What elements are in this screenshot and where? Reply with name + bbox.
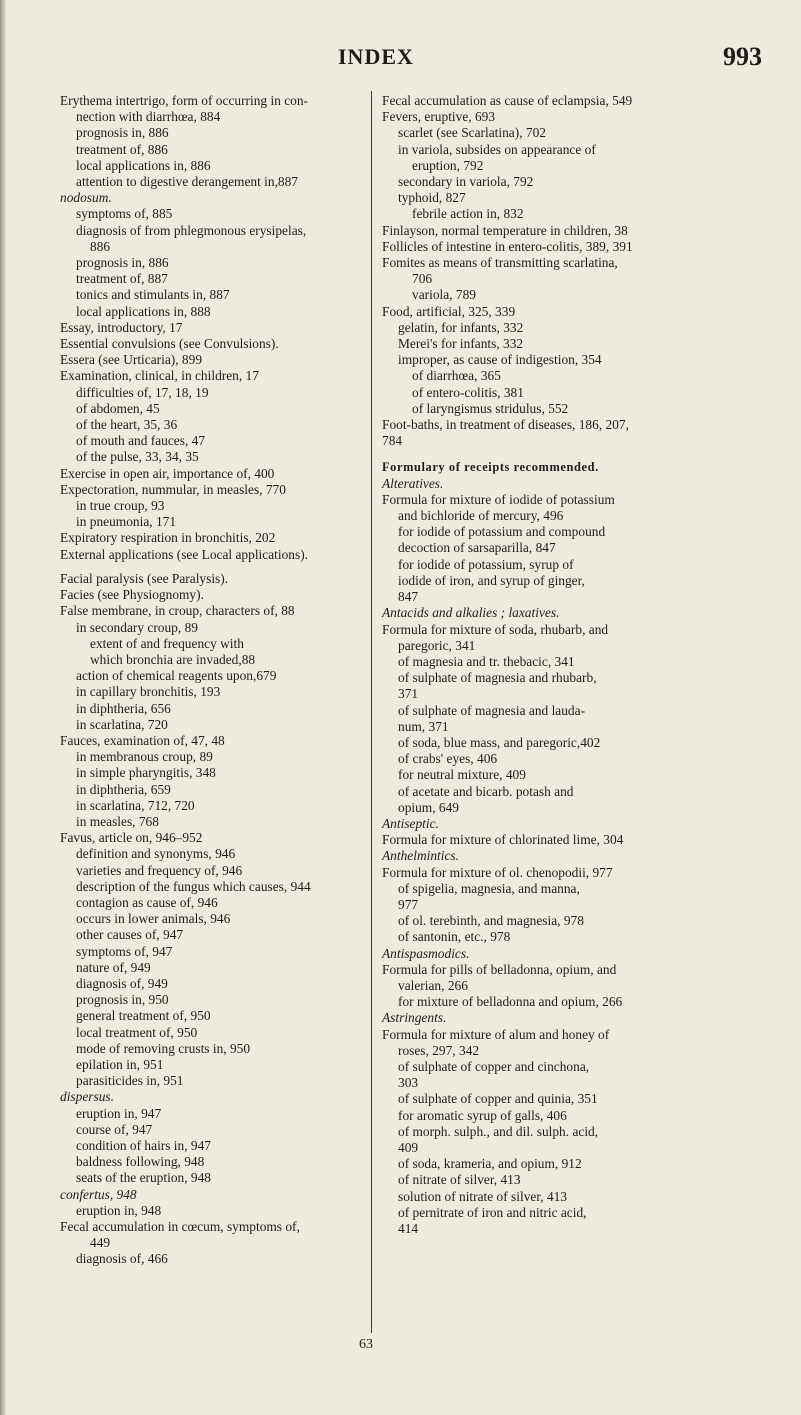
index-entry: in scarlatina, 720 <box>76 716 168 732</box>
index-entry: of sulphate of copper and cinchona, <box>398 1058 590 1074</box>
index-entry: Formula for mixture of ol. chenopodii, 977 <box>382 864 613 880</box>
index-entry: Antiseptic. <box>382 815 439 831</box>
index-entry: dispersus. <box>60 1089 114 1105</box>
index-entry: course of, 947 <box>76 1121 153 1137</box>
index-entry: diagnosis of from phlegmonous erysipelas, <box>76 222 307 238</box>
index-entry: occurs in lower animals, 946 <box>76 911 231 927</box>
index-entry: of ol. terebinth, and magnesia, 978 <box>398 913 584 929</box>
index-entry: Antacids and alkalies ; laxatives. <box>382 605 560 621</box>
index-entry: eruption, 792 <box>412 157 484 173</box>
index-entry: solution of nitrate of silver, 413 <box>398 1188 568 1204</box>
index-entry: Expiratory respiration in bronchitis, 202 <box>60 530 276 546</box>
index-entry: of the pulse, 33, 34, 35 <box>76 449 199 465</box>
index-entry: 449 <box>90 1235 111 1251</box>
index-entry: varieties and frequency of, 946 <box>76 862 243 878</box>
index-entry: Formula for mixture of alum and honey of <box>382 1026 610 1042</box>
index-entry: improper, as cause of indigestion, 354 <box>398 352 602 368</box>
index-entry: num, 371 <box>398 718 449 734</box>
index-entry: local treatment of, 950 <box>76 1024 198 1040</box>
index-entry: typhoid, 827 <box>398 190 466 206</box>
index-entry: eruption in, 947 <box>76 1105 162 1121</box>
index-entry: Essential convulsions (see Convulsions). <box>60 336 279 352</box>
column-divider <box>371 91 372 1333</box>
section-heading: Formulary of receipts recommended. <box>382 460 599 475</box>
page-header <box>0 44 801 74</box>
index-entry: secondary in variola, 792 <box>398 174 534 190</box>
index-entry: of santonin, etc., 978 <box>398 929 511 945</box>
index-entry: External applications (see Local applications). <box>60 546 309 562</box>
index-entry: for neutral mixture, 409 <box>398 767 526 783</box>
index-entry: local applications in, 888 <box>76 303 211 319</box>
index-entry: 886 <box>90 238 111 254</box>
index-entry: of pernitrate of iron and nitric acid, <box>398 1204 587 1220</box>
index-entry: variola, 789 <box>412 287 476 303</box>
index-entry: Formula for mixture of iodide of potassium <box>382 491 615 507</box>
index-entry: for aromatic syrup of galls, 406 <box>398 1107 567 1123</box>
index-entry: of laryngismus stridulus, 552 <box>412 400 569 416</box>
index-entry: Merei's for infants, 332 <box>398 336 524 352</box>
index-entry: Astringents. <box>382 1010 447 1026</box>
index-entry: of soda, krameria, and opium, 912 <box>398 1156 582 1172</box>
index-entry: diagnosis of, 949 <box>76 975 168 991</box>
index-entry: local applications in, 886 <box>76 157 211 173</box>
index-entry: Fomites as means of transmitting scarlatina, <box>382 255 618 271</box>
index-entry: seats of the eruption, 948 <box>76 1170 211 1186</box>
index-entry: 977 <box>398 896 419 912</box>
index-entry: of magnesia and tr. thebacic, 341 <box>398 653 575 669</box>
index-entry: of abdomen, 45 <box>76 400 160 416</box>
index-entry: roses, 297, 342 <box>398 1042 480 1058</box>
index-entry: difficulties of, 17, 18, 19 <box>76 384 209 400</box>
index-entry: definition and synonyms, 946 <box>76 846 236 862</box>
index-entry: Fecal accumulation as cause of eclampsia, 549 <box>382 93 633 108</box>
index-entry: of diarrhœa, 365 <box>412 368 501 384</box>
index-entry: confertus, 948 <box>60 1186 137 1202</box>
index-entry: description of the fungus which causes, 944 <box>76 878 311 894</box>
index-entry: Essay, introductory, 17 <box>60 319 183 335</box>
index-entry: Finlayson, normal temperature in children, 38 <box>382 222 628 238</box>
index-entry: febrile action in, 832 <box>412 206 524 222</box>
index-entry: Essera (see Urticaria), 899 <box>60 352 203 368</box>
index-entry: Expectoration, nummular, in measles, 770 <box>60 481 286 497</box>
index-entry: nature of, 949 <box>76 959 151 975</box>
index-entry: of the heart, 35, 36 <box>76 417 178 433</box>
index-entry: of spigelia, magnesia, and manna, <box>398 880 580 896</box>
index-entry: Formula for pills of belladonna, opium, and <box>382 961 617 977</box>
index-entry: in variola, subsides on appearance of <box>398 141 596 157</box>
index-entry: attention to digestive derangement in,887 <box>76 174 299 190</box>
index-entry: in capillary bronchitis, 193 <box>76 684 221 700</box>
index-entry: parasiticides in, 951 <box>76 1073 184 1089</box>
section-spacer <box>382 449 722 459</box>
index-entry: of sulphate of copper and quinia, 351 <box>398 1091 598 1107</box>
index-entry: Facial paralysis (see Paralysis). <box>60 570 229 586</box>
page-title: INDEX <box>338 44 414 69</box>
index-entry: in pneumonia, 171 <box>76 514 177 530</box>
index-entry: of soda, blue mass, and paregoric,402 <box>398 734 601 750</box>
index-entry: of sulphate of magnesia and lauda- <box>398 702 586 718</box>
index-entry: Formula for mixture of chlorinated lime, 304 <box>382 832 624 848</box>
index-entry: Exercise in open air, importance of, 400 <box>60 465 275 481</box>
index-entry: nection with diarrhœa, 884 <box>76 109 221 125</box>
index-entry: Formula for mixture of soda, rhubarb, and <box>382 621 609 637</box>
index-entry: symptoms of, 947 <box>76 943 173 959</box>
index-entry: Anthelmintics. <box>382 848 459 864</box>
index-entry: other causes of, 947 <box>76 927 184 943</box>
index-entry: which bronchia are invaded,88 <box>90 651 256 667</box>
index-entry: Alteratives. <box>382 475 444 491</box>
index-entry: condition of hairs in, 947 <box>76 1138 212 1153</box>
index-entry: treatment of, 887 <box>76 271 168 287</box>
index-entry: Foot-baths, in treatment of diseases, 186, 207, <box>382 417 629 433</box>
index-entry: of mouth and fauces, 47 <box>76 433 206 449</box>
index-entry: and bichloride of mercury, 496 <box>398 508 564 524</box>
index-entry: in membranous croup, 89 <box>76 749 213 765</box>
section-spacer <box>60 563 372 571</box>
index-entry: of entero-colitis, 381 <box>412 384 524 400</box>
index-column-right <box>382 93 722 1237</box>
index-entry: for iodide of potassium, syrup of <box>398 556 574 572</box>
index-entry: in simple pharyngitis, 348 <box>76 765 216 781</box>
index-entry: Food, artificial, 325, 339 <box>382 303 516 319</box>
index-entry: action of chemical reagents upon,679 <box>76 668 277 684</box>
index-entry: treatment of, 886 <box>76 141 168 157</box>
index-entry: in scarlatina, 712, 720 <box>76 797 195 813</box>
index-entry: of morph. sulph., and dil. sulph. acid, <box>398 1123 599 1139</box>
index-entry: False membrane, in croup, characters of, 88 <box>60 603 295 619</box>
index-entry: extent of and frequency with <box>90 635 244 651</box>
index-entry: Facies (see Physiognomy). <box>60 587 204 603</box>
index-entry: 409 <box>398 1140 419 1155</box>
index-entry: opium, 649 <box>398 799 460 815</box>
index-column-left <box>60 93 372 1268</box>
index-entry: prognosis in, 886 <box>76 125 169 141</box>
page-binding-edge <box>0 0 6 1415</box>
index-entry: decoction of sarsaparilla, 847 <box>398 540 556 556</box>
index-entry: 847 <box>398 589 419 605</box>
index-entry: prognosis in, 886 <box>76 255 169 271</box>
index-entry: 706 <box>412 271 433 287</box>
index-entry: scarlet (see Scarlatina), 702 <box>398 125 546 141</box>
index-entry: iodide of iron, and syrup of ginger, <box>398 572 585 588</box>
index-entry: in true croup, 93 <box>76 498 165 514</box>
index-entry: diagnosis of, 466 <box>76 1251 168 1267</box>
index-entry: general treatment of, 950 <box>76 1008 211 1024</box>
index-entry: contagion as cause of, 946 <box>76 894 218 910</box>
page-number: 993 <box>723 42 762 71</box>
index-entry: epilation in, 951 <box>76 1056 164 1072</box>
index-entry: mode of removing crusts in, 950 <box>76 1040 251 1056</box>
index-entry: of nitrate of silver, 413 <box>398 1172 521 1188</box>
index-entry: 303 <box>398 1075 419 1091</box>
index-entry: Favus, article on, 946–952 <box>60 830 203 846</box>
index-entry: baldness following, 948 <box>76 1154 205 1170</box>
index-entry: in diphtheria, 656 <box>76 700 171 716</box>
index-entry: Examination, clinical, in children, 17 <box>60 368 259 384</box>
index-entry: tonics and stimulants in, 887 <box>76 287 230 303</box>
index-entry: Fauces, examination of, 47, 48 <box>60 732 225 748</box>
index-entry: paregoric, 341 <box>398 637 476 653</box>
signature-mark: 63 <box>359 1337 373 1352</box>
index-entry: prognosis in, 950 <box>76 992 169 1008</box>
index-entry: Follicles of intestine in entero-colitis, 389, 391 <box>382 238 633 254</box>
index-entry: for mixture of belladonna and opium, 266 <box>398 994 623 1010</box>
index-entry: gelatin, for infants, 332 <box>398 319 524 335</box>
index-entry: 371 <box>398 686 419 702</box>
index-entry: of acetate and bicarb. potash and <box>398 783 574 799</box>
index-entry: Fevers, eruptive, 693 <box>382 109 496 125</box>
index-entry: of sulphate of magnesia and rhubarb, <box>398 670 597 686</box>
index-entry: in diphtheria, 659 <box>76 781 171 797</box>
index-entry: 784 <box>382 433 403 449</box>
index-entry: nodosum. <box>60 190 112 206</box>
index-entry: of crabs' eyes, 406 <box>398 751 498 767</box>
index-entry: Antispasmodics. <box>382 945 470 961</box>
index-entry: in secondary croup, 89 <box>76 619 198 635</box>
index-entry: symptoms of, 885 <box>76 206 173 222</box>
index-entry: Erythema intertrigo, form of occurring in con- <box>60 93 309 108</box>
index-entry: Fecal accumulation in cœcum, symptoms of, <box>60 1219 300 1235</box>
index-entry: 414 <box>398 1221 419 1237</box>
index-entry: in measles, 768 <box>76 813 159 829</box>
index-entry: eruption in, 948 <box>76 1202 162 1218</box>
index-entry: valerian, 266 <box>398 977 468 993</box>
index-entry: for iodide of potassium and compound <box>398 524 606 540</box>
